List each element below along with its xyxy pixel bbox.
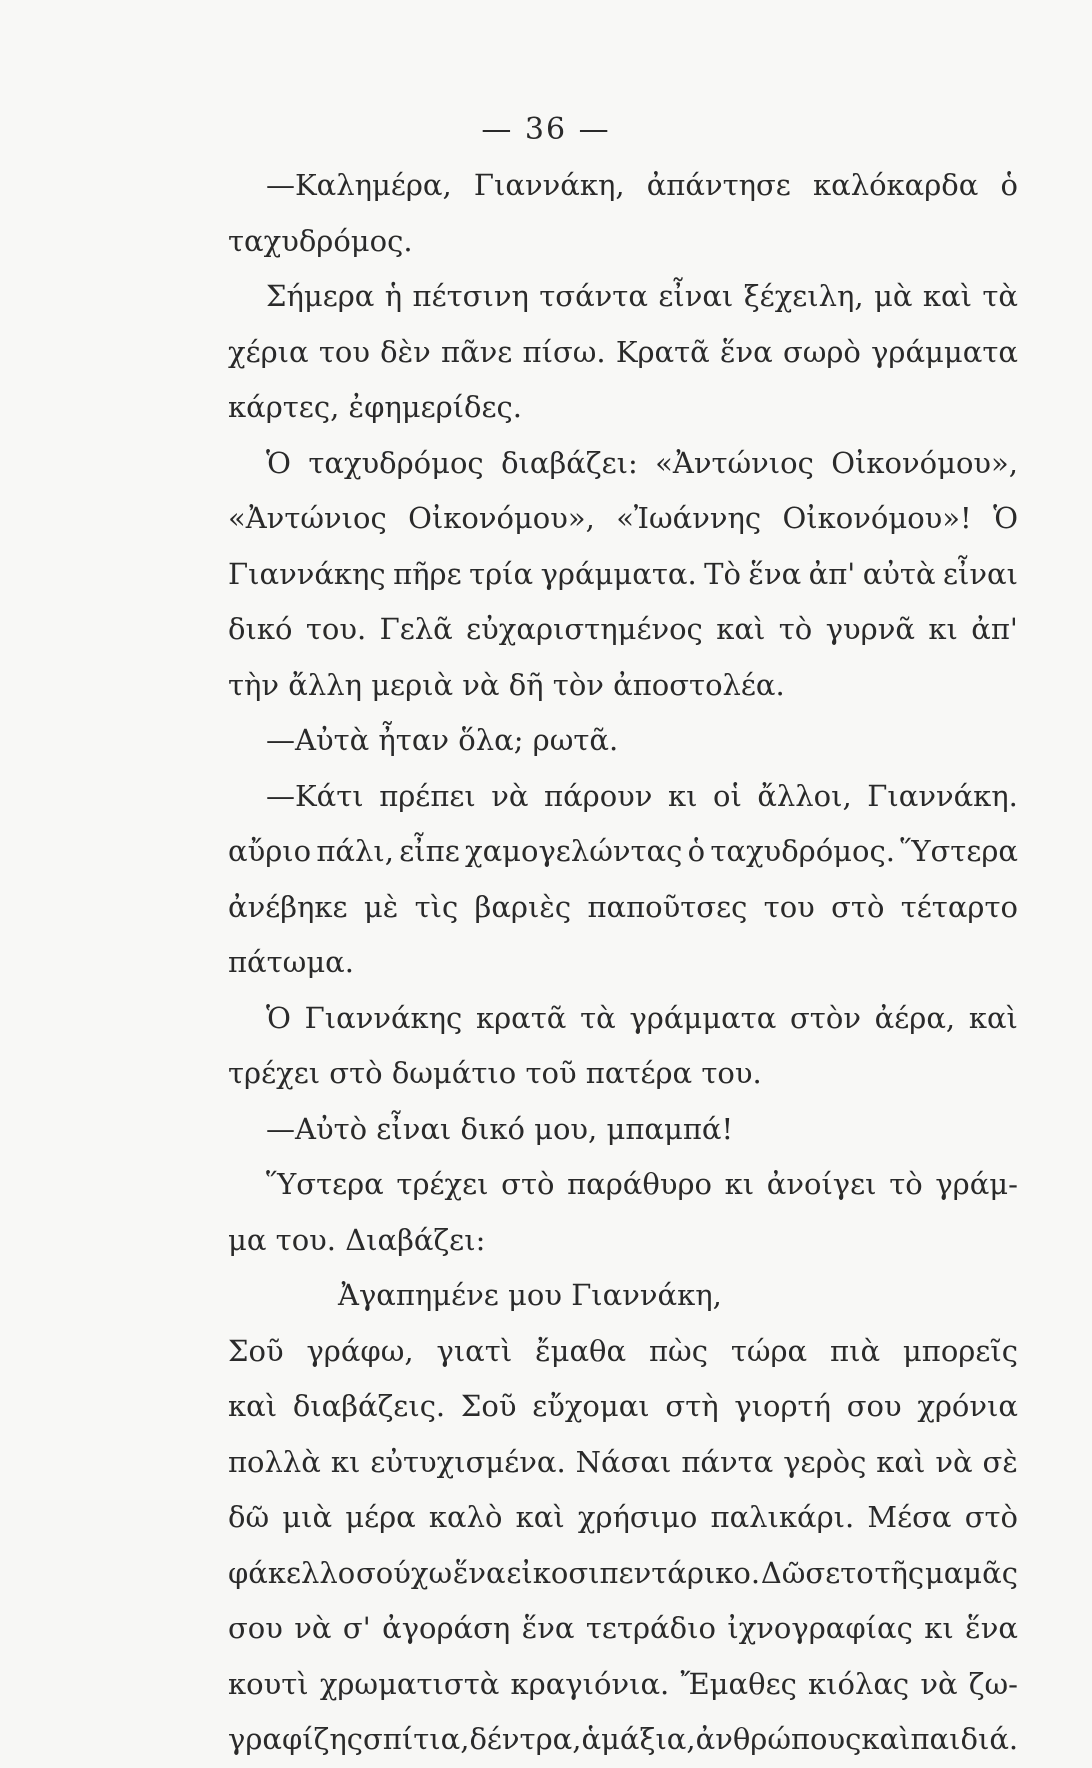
text-line: αὔριο πάλι, εἶπε χαμογελώντας ὁ ταχυδρόμος. Ὕστερα xyxy=(228,834,1018,868)
text-line: —Κάτι πρέπει νὰ πάρουν κι οἱ ἄλλοι, Γιαννάκη. xyxy=(266,778,1018,813)
text-line: δικό του. Γελᾶ εὐχαριστημένος καὶ τὸ γυρνᾶ κι ἀπ' xyxy=(228,612,1018,646)
text-line: —Αὐτὰ ἦταν ὅλα; ρωτᾶ. xyxy=(266,723,619,757)
text-line: γραφίζης σπίτια, δέντρα, ἁμάξια, ἀνθρώπους καὶ παιδιά. xyxy=(228,1722,1019,1756)
text-line: τὴν ἄλλη μεριὰ νὰ δῆ τὸν ἀποστολέα. xyxy=(228,667,785,702)
text-line: Ἀγαπημένε μου Γιαννάκη, xyxy=(338,1278,722,1312)
text-line: τρέχει στὸ δωμάτιο τοῦ πατέρα του. xyxy=(228,1056,762,1090)
body-text xyxy=(228,158,1018,1768)
page-number: — 36 — xyxy=(481,112,611,147)
text-line: μα του. Διαβάζει: xyxy=(228,1222,486,1257)
text-line: ἀνέβηκε μὲ τὶς βαριὲς παποῦτσες του στὸ τέταρτο xyxy=(228,889,1018,924)
text-line: Ὕστερα τρέχει στὸ παράθυρο κι ἀνοίγει τὸ γράμ- xyxy=(266,1167,1018,1201)
text-line: ταχυδρόμος. xyxy=(228,223,413,258)
text-line: —Καλημέρα, Γιαννάκη, ἀπάντησε καλόκαρδα ὁ xyxy=(266,168,1018,202)
text-line: κάρτες, ἐφημερίδες. xyxy=(228,390,522,424)
text-line: Γιαννάκης πῆρε τρία γράμματα. Τὸ ἕνα ἀπ' αὐτὰ εἶναι xyxy=(228,556,1018,591)
text-line: Ὁ ταχυδρόμος διαβάζει: «Ἀντώνιος Οἰκονόμου», xyxy=(266,445,1018,480)
text-line: Σήμερα ἡ πέτσινη τσάντα εἶναι ξέχειλη, μὰ καὶ τὰ xyxy=(266,279,1018,313)
text-line: σου νὰ σ' ἀγοράση ἕνα τετράδιο ἰχνογραφίας κι ἕνα xyxy=(228,1611,1018,1645)
text-line: χέρια του δὲν πᾶνε πίσω. Κρατᾶ ἕνα σωρὸ γράμματα xyxy=(228,334,1018,369)
text-line: κουτὶ χρωματιστὰ κραγιόνια. Ἔμαθες κιόλας νὰ ζω- xyxy=(228,1666,1018,1701)
text-line: δῶ μιὰ μέρα καλὸ καὶ χρήσιμο παλικάρι. Μέσα στὸ xyxy=(228,1500,1018,1534)
text-line: Ὁ Γιαννάκης κρατᾶ τὰ γράμματα στὸν ἀέρα, καὶ xyxy=(266,1000,1018,1035)
text-line: —Αὐτὸ εἶναι δικό μου, μπαμπά! xyxy=(266,1111,734,1146)
text-line: Σοῦ γράφω, γιατὶ ἔμαθα πὼς τώρα πιὰ μπορεῖς xyxy=(228,1333,1018,1368)
text-line: πάτωμα. xyxy=(228,945,354,979)
text-line: φάκελλο σούχω ἕνα εἰκοσιπεντάρικο. Δῶσετο τῆς μαμᾶς xyxy=(228,1555,1018,1590)
text-line: καὶ διαβάζεις. Σοῦ εὔχομαι στὴ γιορτή σου χρόνια xyxy=(228,1389,1018,1423)
text-line: πολλὰ κι εὐτυχισμένα. Νάσαι πάντα γερὸς καὶ νὰ σὲ xyxy=(228,1444,1018,1479)
text-line: «Ἀντώνιος Οἰκονόμου», «Ἰωάννης Οἰκονόμου»! Ὁ xyxy=(228,501,1018,535)
